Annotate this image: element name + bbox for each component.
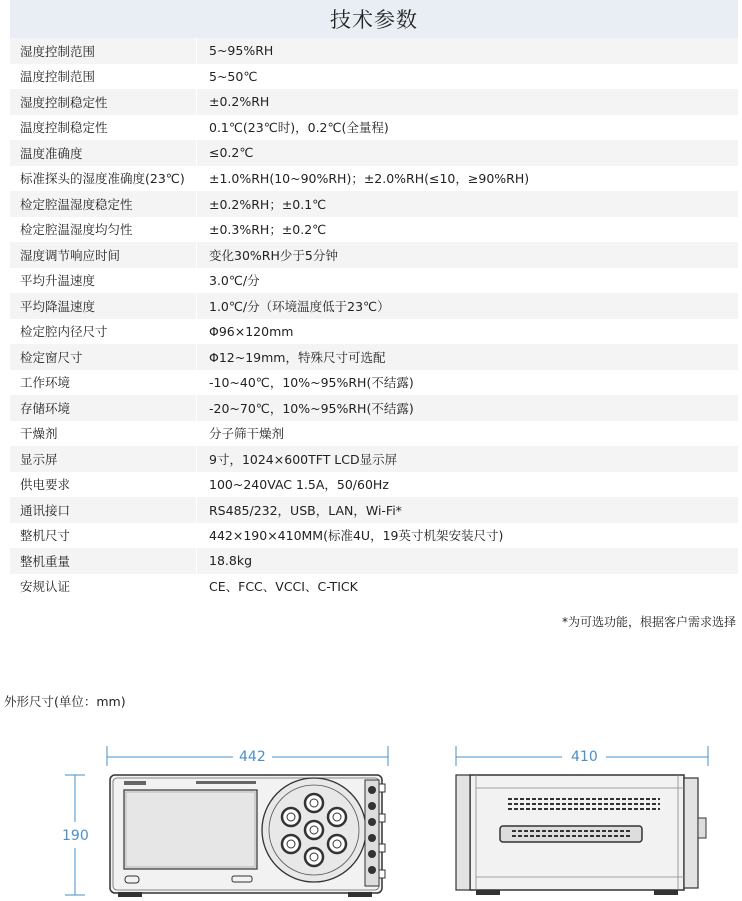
- spec-value: -20~70℃，10%~95%RH(不结露): [197, 395, 739, 421]
- spec-value: 5~95%RH: [197, 38, 739, 64]
- spec-row: [10, 421, 738, 447]
- spec-name: 检定窗尺寸: [10, 344, 197, 370]
- spec-name: 湿度调节响应时间: [10, 242, 197, 268]
- spec-name: 检定腔温湿度均匀性: [10, 217, 197, 243]
- depth-dimension-label: 410: [565, 749, 604, 765]
- spec-name: 工作环境: [10, 370, 197, 396]
- spec-table: [10, 38, 738, 599]
- spec-name: 湿度控制稳定性: [10, 89, 197, 115]
- side-handle: [500, 826, 642, 842]
- spec-value: RS485/232，USB，LAN，Wi-Fi*: [197, 497, 739, 523]
- spec-name: 检定腔内径尺寸: [10, 319, 197, 345]
- spec-name: 通讯接口: [10, 497, 197, 523]
- spec-row: [10, 38, 738, 64]
- spec-value: 0.1℃(23℃时)，0.2℃(全量程): [197, 115, 739, 141]
- spec-row: [10, 319, 738, 345]
- spec-value: ±0.2%RH；±0.1℃: [197, 191, 739, 217]
- spec-name: 存储环境: [10, 395, 197, 421]
- spec-row: [10, 344, 738, 370]
- spec-row: [10, 293, 738, 319]
- spec-row: [10, 89, 738, 115]
- spec-value: ±0.2%RH: [197, 89, 739, 115]
- spec-row: [10, 446, 738, 472]
- dimensions-title: 外形尺寸(单位：mm): [4, 694, 126, 709]
- spec-row: [10, 191, 738, 217]
- spec-row: [10, 140, 738, 166]
- spec-value: -10~40℃，10%~95%RH(不结露): [197, 370, 739, 396]
- spec-name: 平均降温速度: [10, 293, 197, 319]
- spec-row: [10, 115, 738, 141]
- spec-row: [10, 217, 738, 243]
- dimension-drawing: [0, 730, 742, 901]
- optional-feature-note: *为可选功能，根据客户需求选择: [561, 615, 736, 629]
- spec-row: [10, 268, 738, 294]
- spec-value: Φ96×120mm: [197, 319, 739, 345]
- spec-name: 干燥剂: [10, 421, 197, 447]
- spec-name: 平均升温速度: [10, 268, 197, 294]
- spec-name: 整机重量: [10, 548, 197, 574]
- spec-row: [10, 523, 738, 549]
- spec-name: 供电要求: [10, 472, 197, 498]
- spec-name: 安规认证: [10, 574, 197, 600]
- spec-title-text: 技术参数: [330, 8, 418, 32]
- display-screen: [124, 790, 257, 869]
- spec-value: ±0.3%RH；±0.2℃: [197, 217, 739, 243]
- spec-value: 变化30%RH少于5分钟: [197, 242, 739, 268]
- spec-name: 温度控制稳定性: [10, 115, 197, 141]
- spec-name: 温度准确度: [10, 140, 197, 166]
- spec-row: [10, 242, 738, 268]
- spec-value: 9寸，1024×600TFT LCD显示屏: [197, 446, 739, 472]
- spec-name: 标准探头的湿度准确度(23℃): [10, 166, 197, 192]
- spec-name: 温度控制范围: [10, 64, 197, 90]
- spec-value: 18.8kg: [197, 548, 739, 574]
- spec-name: 检定腔温湿度稳定性: [10, 191, 197, 217]
- spec-row: [10, 370, 738, 396]
- spec-value: ±1.0%RH(10~90%RH)；±2.0%RH(≤10，≥90%RH): [197, 166, 739, 192]
- spec-value: 3.0℃/分: [197, 268, 739, 294]
- spec-value: Φ12~19mm，特殊尺寸可选配: [197, 344, 739, 370]
- spec-value: 分子筛干燥剂: [197, 421, 739, 447]
- spec-row: [10, 395, 738, 421]
- spec-row: [10, 548, 738, 574]
- spec-row: [10, 472, 738, 498]
- height-dimension-label: 190: [58, 826, 93, 846]
- spec-row: [10, 574, 738, 600]
- spec-value: CE、FCC、VCCI、C-TICK: [197, 574, 739, 600]
- spec-value: 5~50℃: [197, 64, 739, 90]
- spec-row: [10, 64, 738, 90]
- spec-name: 湿度控制范围: [10, 38, 197, 64]
- spec-row: [10, 497, 738, 523]
- spec-value: ≤0.2℃: [197, 140, 739, 166]
- width-dimension-label: 442: [233, 749, 272, 765]
- spec-name: 显示屏: [10, 446, 197, 472]
- spec-name: 整机尺寸: [10, 523, 197, 549]
- side-view: [456, 775, 706, 895]
- spec-value: 1.0℃/分（环境温度低于23℃）: [197, 293, 739, 319]
- spec-title: [10, 0, 738, 38]
- spec-row: [10, 166, 738, 192]
- spec-value: 442×190×410MM(标准4U，19英寸机架安装尺寸): [197, 523, 739, 549]
- spec-value: 100~240VAC 1.5A，50/60Hz: [197, 472, 739, 498]
- front-view: [110, 775, 385, 897]
